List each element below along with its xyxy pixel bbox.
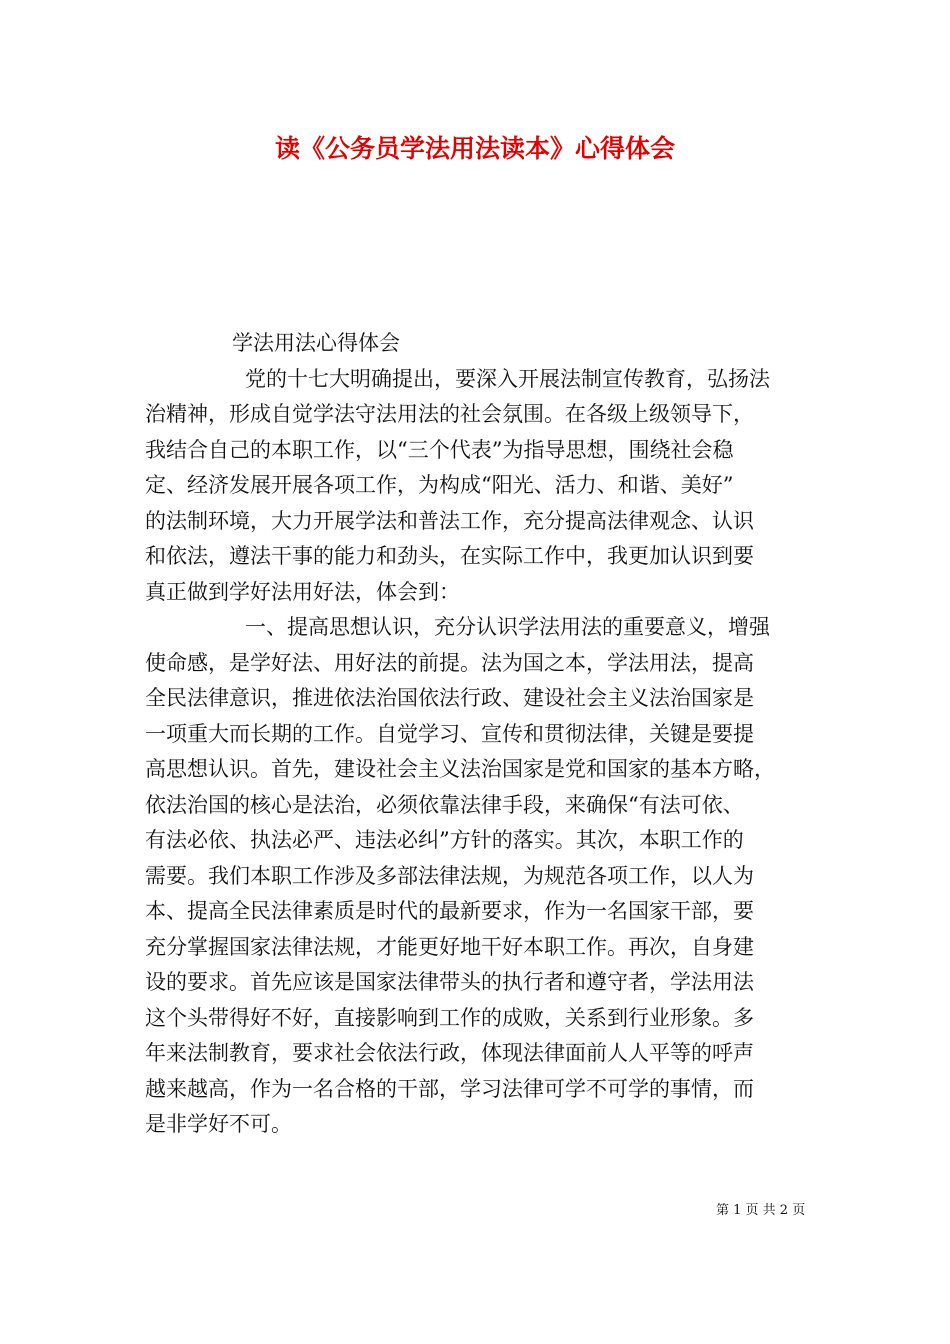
section-subtitle: 学法用法心得体会	[232, 331, 400, 355]
paragraph-1-line: 和依法，遵法干事的能力和劲头，在实际工作中，我更加认识到要	[145, 544, 754, 568]
paragraph-1-line: 我结合自己的本职工作，以“三个代表”为指导思想，围绕社会稳	[145, 438, 734, 462]
paragraph-2-line: 一、提高思想认识，充分认识学法用法的重要意义，增强	[245, 615, 770, 639]
paragraph-2-line: 使命感，是学好法、用好法的前提。法为国之本，学法用法，提高	[145, 651, 754, 675]
paragraph-2-line: 越来越高，作为一名合格的干部，学习法律可学不可学的事情，而	[145, 1077, 754, 1101]
paragraph-2-line: 全民法律意识，推进依法治国依法行政、建设社会主义法治国家是	[145, 686, 754, 710]
page-number-footer: 第 1 页 共 2 页	[716, 1203, 806, 1218]
paragraph-1-line: 治精神，形成自觉学法守法用法的社会氛围。在各级上级领导下，	[145, 402, 754, 426]
page-title: 读《公务员学法用法读本》心得体会	[274, 134, 675, 163]
paragraph-2-line: 设的要求。首先应该是国家法律带头的执行者和遵守者，学法用法	[145, 970, 754, 994]
paragraph-2-line: 充分掌握国家法律法规，才能更好地干好本职工作。再次，自身建	[145, 935, 754, 959]
paragraph-2-line: 一项重大而长期的工作。自觉学习、宣传和贯彻法律，关键是要提	[145, 722, 754, 746]
paragraph-2-line: 是非学好不可。	[145, 1112, 292, 1136]
paragraph-1-line: 定、经济发展开展各项工作，为构成“阳光、活力、和谐、美好”	[145, 473, 734, 497]
paragraph-2-line: 高思想认识。首先，建设社会主义法治国家是党和国家的基本方略，	[145, 757, 775, 781]
paragraph-1-line: 的法制环境，大力开展学法和普法工作，充分提高法律观念、认识	[145, 509, 754, 533]
paragraph-2-line: 这个头带得好不好，直接影响到工作的成败，关系到行业形象。多	[145, 1006, 754, 1030]
paragraph-2-line: 有法必依、执法必严、违法必纠”方针的落实。其次，本职工作的	[145, 828, 744, 852]
paragraph-2-line: 依法治国的核心是法治，必须依靠法律手段，来确保“有法可依、	[145, 793, 744, 817]
paragraph-1-line: 真正做到学好法用好法，体会到：	[145, 580, 460, 604]
paragraph-2-line: 年来法制教育，要求社会依法行政，体现法律面前人人平等的呼声	[145, 1041, 754, 1065]
paragraph-1-line: 党的十七大明确提出，要深入开展法制宣传教育，弘扬法	[245, 367, 770, 391]
paragraph-2-line: 需要。我们本职工作涉及多部法律法规，为规范各项工作，以人为	[145, 864, 754, 888]
paragraph-2-line: 本、提高全民法律素质是时代的最新要求，作为一名国家干部，要	[145, 899, 754, 923]
